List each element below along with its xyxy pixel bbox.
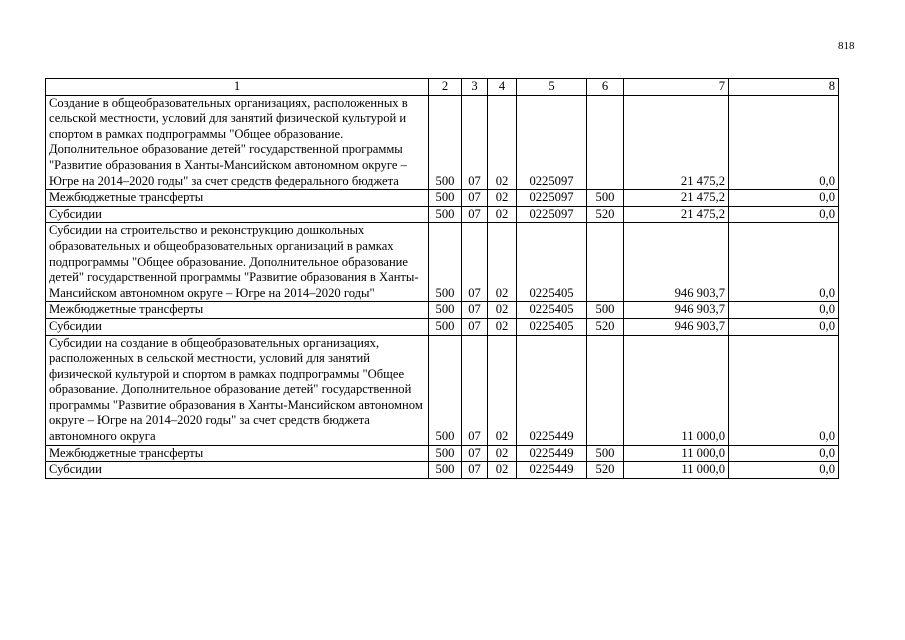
- table-row: [46, 223, 839, 302]
- row-col-8: 0,0: [729, 445, 839, 462]
- row-col-8: 0,0: [729, 95, 839, 190]
- row-col-3: 07: [462, 223, 488, 302]
- row-col-4: 02: [488, 302, 517, 319]
- row-col-6: 520: [587, 206, 624, 223]
- row-col-5: 0225097: [517, 206, 587, 223]
- row-col-5: 0225405: [517, 223, 587, 302]
- table-row: [46, 302, 839, 319]
- row-col-5: 0225097: [517, 95, 587, 190]
- row-col-8: 0,0: [729, 223, 839, 302]
- row-description: Межбюджетные трансферты: [46, 445, 429, 462]
- header-col-1: 1: [46, 79, 429, 96]
- table-row: [46, 335, 839, 445]
- row-col-3: 07: [462, 95, 488, 190]
- row-col-2: 500: [429, 95, 462, 190]
- row-col-3: 07: [462, 318, 488, 335]
- row-col-2: 500: [429, 445, 462, 462]
- row-col-6: [587, 95, 624, 190]
- row-col-7: 11 000,0: [624, 462, 729, 479]
- row-col-7: 11 000,0: [624, 445, 729, 462]
- row-col-2: 500: [429, 462, 462, 479]
- row-col-2: 500: [429, 318, 462, 335]
- header-col-6: 6: [587, 79, 624, 96]
- row-col-5: 0225449: [517, 335, 587, 445]
- row-col-3: 07: [462, 190, 488, 207]
- row-col-6: 520: [587, 462, 624, 479]
- row-col-6: [587, 223, 624, 302]
- row-col-4: 02: [488, 462, 517, 479]
- row-col-8: 0,0: [729, 206, 839, 223]
- row-description: Создание в общеобразовательных организациях, расположенных в сельской местности, условий для занятий физической культурой и спортом в рамках подпрограммы "Общее образование. Дополнительное образование детей" государственной программы "Развитие образования в Ханты-Мансийском автономном округе – Югре на 2014–2020 годы" за счет средств федерального бюджета: [46, 95, 429, 190]
- header-col-3: 3: [462, 79, 488, 96]
- table-row: [46, 462, 839, 479]
- row-col-2: 500: [429, 302, 462, 319]
- row-col-6: 500: [587, 445, 624, 462]
- row-col-2: 500: [429, 190, 462, 207]
- row-col-6: [587, 335, 624, 445]
- header-col-7: 7: [624, 79, 729, 96]
- row-description: Межбюджетные трансферты: [46, 190, 429, 207]
- header-col-5: 5: [517, 79, 587, 96]
- row-col-8: 0,0: [729, 335, 839, 445]
- row-col-2: 500: [429, 206, 462, 223]
- row-col-3: 07: [462, 445, 488, 462]
- table-row: [46, 206, 839, 223]
- row-col-3: 07: [462, 462, 488, 479]
- page-number: 818: [838, 40, 855, 52]
- header-col-4: 4: [488, 79, 517, 96]
- row-col-4: 02: [488, 95, 517, 190]
- row-col-7: 21 475,2: [624, 95, 729, 190]
- row-col-5: 0225449: [517, 462, 587, 479]
- row-col-4: 02: [488, 445, 517, 462]
- row-col-3: 07: [462, 206, 488, 223]
- row-col-5: 0225405: [517, 318, 587, 335]
- row-description: Субсидии: [46, 462, 429, 479]
- row-col-6: 500: [587, 302, 624, 319]
- row-col-7: 11 000,0: [624, 335, 729, 445]
- row-col-8: 0,0: [729, 462, 839, 479]
- row-col-3: 07: [462, 302, 488, 319]
- row-col-5: 0225449: [517, 445, 587, 462]
- row-description: Субсидии на создание в общеобразовательных организациях, расположенных в сельской местности, условий для занятий физической культурой и спортом в рамках подпрограммы "Общее образование. Дополнительное образование детей" государственной программы "Развитие образования в Ханты-Мансийском автономном округе – Югре на 2014–2020 годы" за счет средств бюджета автономного округа: [46, 335, 429, 445]
- row-description: Субсидии: [46, 206, 429, 223]
- table-row: [46, 190, 839, 207]
- row-col-7: 946 903,7: [624, 302, 729, 319]
- row-col-2: 500: [429, 335, 462, 445]
- row-col-6: 520: [587, 318, 624, 335]
- table-row: [46, 445, 839, 462]
- table-row: [46, 318, 839, 335]
- row-col-5: 0225405: [517, 302, 587, 319]
- header-col-2: 2: [429, 79, 462, 96]
- row-col-7: 946 903,7: [624, 318, 729, 335]
- header-row: [46, 79, 839, 96]
- row-col-7: 946 903,7: [624, 223, 729, 302]
- row-col-5: 0225097: [517, 190, 587, 207]
- row-description: Межбюджетные трансферты: [46, 302, 429, 319]
- row-col-2: 500: [429, 223, 462, 302]
- budget-table: [45, 78, 839, 479]
- row-col-7: 21 475,2: [624, 190, 729, 207]
- row-col-7: 21 475,2: [624, 206, 729, 223]
- row-col-4: 02: [488, 190, 517, 207]
- header-col-8: 8: [729, 79, 839, 96]
- row-col-4: 02: [488, 335, 517, 445]
- row-col-8: 0,0: [729, 302, 839, 319]
- row-description: Субсидии на строительство и реконструкцию дошкольных образовательных и общеобразовательных организаций в рамках подпрограммы "Общее образование. Дополнительное образование детей" государственной программы "Развитие образования в Ханты-Мансийском автономном округе – Югре на 2014–2020 годы": [46, 223, 429, 302]
- row-col-8: 0,0: [729, 318, 839, 335]
- row-col-4: 02: [488, 223, 517, 302]
- row-col-4: 02: [488, 318, 517, 335]
- table-row: [46, 95, 839, 190]
- row-col-4: 02: [488, 206, 517, 223]
- row-col-8: 0,0: [729, 190, 839, 207]
- row-col-6: 500: [587, 190, 624, 207]
- row-col-3: 07: [462, 335, 488, 445]
- row-description: Субсидии: [46, 318, 429, 335]
